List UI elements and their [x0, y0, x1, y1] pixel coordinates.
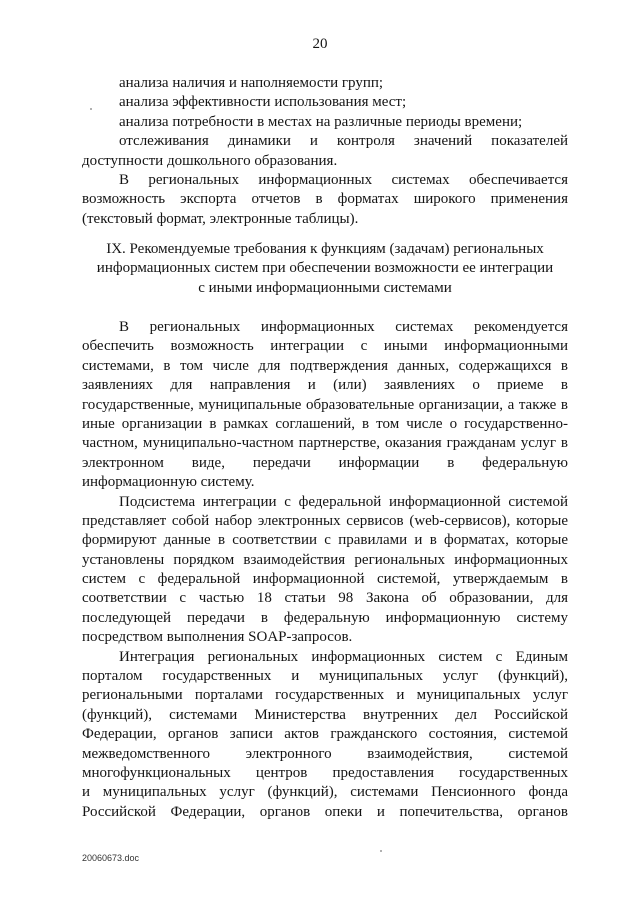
text-line: и муниципальных услуг (функций), системами Пенсионного фонда [82, 784, 568, 801]
text-line: систем с федеральной информационной системой, утверждаемым в [82, 571, 568, 588]
text-line: посредством выполнения SOAP-запросов. [82, 629, 353, 646]
text-line: установлены порядком взаимодействия региональных информационных [82, 551, 568, 568]
text-line: В региональных информационных системах обеспечивается [119, 171, 568, 188]
text-line: порталом государственных и муниципальных услуг (функций), [82, 668, 568, 685]
top-text-block [82, 74, 568, 229]
section-heading [82, 240, 568, 298]
list-item: анализа наличия и наполняемости групп; [119, 75, 384, 91]
text-line: (функций), системами Министерства внутренних дел Российской [82, 706, 568, 723]
text-line: формируют данные в соответствии с правилами и в форматах, которые [82, 532, 568, 549]
scan-speck [90, 108, 92, 110]
list-item: анализа эффективности использования мест; [119, 94, 407, 111]
text-line: возможность экспорта отчетов в форматах широкого применения [82, 191, 568, 208]
text-line: заявлениях для направления и (или) заявлениях о приеме в [82, 377, 568, 394]
text-line: государственные, муниципальные образовательные организации, а также в [82, 396, 568, 413]
page-number: 20 [312, 36, 328, 52]
text-line: информационную систему. [82, 474, 255, 491]
text-line: отслеживания динамики и контроля значений показателей [119, 133, 568, 150]
text-line: региональными порталами государственных и муниципальных услуг [82, 687, 568, 704]
footer-filename: 20060673.doc [82, 853, 140, 863]
text-line: электронном виде, передачи информации в федеральную [82, 454, 568, 471]
body-text-block [82, 318, 568, 822]
text-line: иные организации в рамках соглашений, в том числе о государственно- [82, 415, 568, 432]
text-line: последующей передачи в федеральную информационную систему [82, 609, 568, 626]
heading-line: информационных систем при обеспечении возможности ее интеграции [96, 260, 554, 277]
text-line: межведомственного электронного взаимодействия, системой [82, 745, 568, 762]
text-line: системами, в том числе для подтверждения данных, содержащихся в [82, 357, 568, 374]
heading-line: с иными информационными системами [198, 279, 452, 296]
text-line: В региональных информационных системах рекомендуется [119, 319, 568, 335]
text-line: многофункциональных центров предоставления государственных [82, 764, 568, 781]
text-line: представляет собой набор электронных сервисов (web-сервисов), которые [82, 512, 568, 529]
text-line: соответствии с частью 18 статьи 98 Закона об образовании, для [82, 590, 568, 607]
list-item: анализа потребности в местах на различные периоды времени; [119, 113, 523, 130]
text-line: Подсистема интеграции с федеральной информационной системой [119, 493, 568, 510]
text-line: Федерации, органов записи актов гражданского состояния, системой [82, 726, 568, 743]
scan-speck [380, 850, 382, 852]
text-line: Российской Федерации, органов опеки и попечительства, органов [82, 803, 568, 820]
text-line: (текстовый формат, электронные таблицы). [82, 210, 359, 227]
text-line: обеспечить возможность интеграции с иными информационными [82, 338, 568, 355]
text-line: частном, муниципально-частном партнерстве, оказания гражданам услуг в [82, 435, 568, 452]
text-line: Интеграция региональных информационных систем с Единым [119, 648, 568, 665]
heading-line: IX. Рекомендуемые требования к функциям (задачам) региональных [106, 241, 544, 257]
text-line: доступности дошкольного образования. [82, 152, 338, 169]
